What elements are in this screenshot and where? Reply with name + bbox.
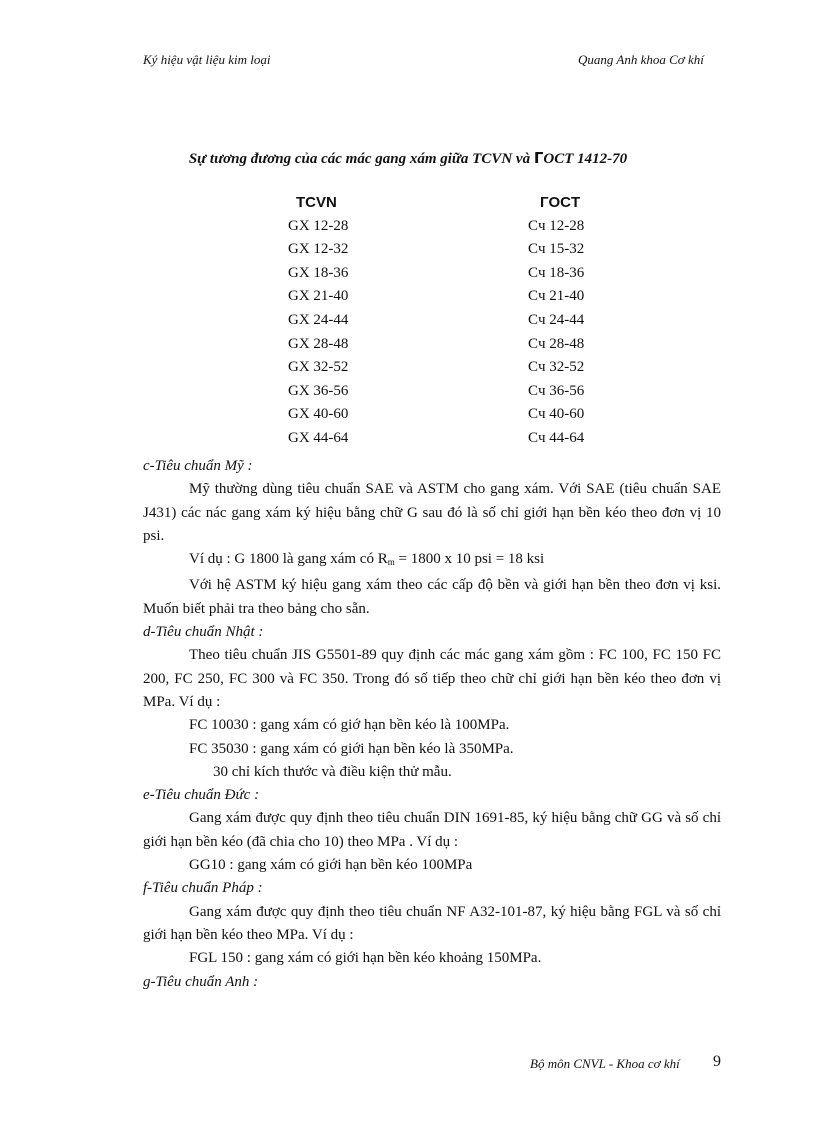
body-text [143,455,721,994]
example-line: GG10 : gang xám có giới hạn bền kéo 100MPa [189,857,473,874]
table-row [0,383,816,407]
gost-cell: Cч 18-36 [528,264,585,281]
gost-cell: Cч 15-32 [528,241,585,258]
column-header-gost: ГOCT [540,194,581,211]
paragraph: Theo tiêu chuẩn JIS G5501-89 quy định các mác gang xám gồm : FC 100, FC 150 FC 200, FC 250, FC 300 và FC 350. Trong đó số tiếp theo chữ chỉ giới hạn bền kéo theo đơn vị MPa. Ví dụ : [143,647,721,710]
gost-cell: Cч 12-28 [528,217,585,234]
gost-cell: Cч 32-52 [528,359,585,376]
page-number: 9 [713,1053,721,1070]
table-title-prefix: Sự tương đương của các mác gang xám giữa TCVN và [188,151,534,167]
running-header-left: Ký hiệu vật liệu kim loại [143,52,271,67]
tcvn-cell: GX 18-36 [288,264,349,281]
section-heading-usa: c-Tiêu chuẩn Mỹ : [143,458,253,474]
table-row [0,265,816,289]
section-heading-france: f-Tiêu chuẩn Pháp : [143,880,263,897]
running-header-right: Quang Anh khoa Cơ khí [578,52,704,67]
table-row [0,241,816,265]
column-header-tcvn: TCVN [296,194,337,211]
paragraph: Gang xám được quy định theo tiêu chuẩn NF A32-101-87, ký hiệu bằng FGL và số chỉ giới hạn bền kéo theo MPa. Ví dụ : [143,903,721,943]
table-row [0,218,816,242]
equivalence-table [0,194,816,454]
tcvn-cell: GX 32-52 [288,359,349,376]
tcvn-cell: GX 28-48 [288,335,349,352]
table-row [0,288,816,312]
gost-cell: Cч 28-48 [528,335,585,352]
tcvn-cell: GX 12-32 [288,241,349,258]
table-row [0,406,816,430]
example-line: FGL 150 : gang xám có giới hạn bền kéo khoảng 150MPa. [189,950,542,967]
tcvn-cell: GX 21-40 [288,288,349,305]
example-text: Ví dụ : G 1800 là gang xám có R [189,551,388,568]
table-row [0,336,816,360]
section-heading-uk: g-Tiêu chuẩn Anh : [143,973,259,990]
tcvn-cell: GX 12-28 [288,217,349,234]
gost-cell: Cч 44-64 [528,429,585,446]
tcvn-cell: GX 40-60 [288,406,349,423]
gost-cell: Cч 36-56 [528,382,585,399]
subscript: m [387,557,395,568]
table-title [0,149,816,168]
example-text: = 1800 x 10 psi = 18 ksi [394,551,545,568]
tcvn-cell: GX 36-56 [288,382,349,399]
example-line: FC 35030 : gang xám có giới hạn bền kéo là 350MPa. [189,740,514,757]
tcvn-cell: GX 44-64 [288,429,349,446]
section-heading-germany: e-Tiêu chuẩn Đức : [143,787,260,804]
footer-text: Bộ môn CNVL - Khoa cơ khí [530,1056,680,1071]
tcvn-cell: GX 24-44 [288,311,349,328]
table-row [0,312,816,336]
example-note: 30 chỉ kích thước và điều kiện thử mẫu. [213,763,452,780]
gost-cell: Cч 24-44 [528,311,585,328]
gost-cell: Cч 40-60 [528,406,585,423]
table-row [0,430,816,454]
table-title-gost-letter: Г [533,149,544,167]
paragraph: Mỹ thường dùng tiêu chuẩn SAE và ASTM cho gang xám. Với SAE (tiêu chuẩn SAE J431) các nác gang xám ký hiệu bằng chữ G sau đó là số chỉ giới hạn bền kéo theo đơn vị 10 psi. [143,481,721,544]
table-row [0,359,816,383]
table-header-row [0,194,816,218]
table-title-suffix: OCT 1412-70 [543,151,628,167]
gost-cell: Cч 21-40 [528,288,585,305]
example-line [143,548,721,574]
paragraph: Gang xám được quy định theo tiêu chuẩn DIN 1691-85, ký hiệu bằng chữ GG và số chỉ giới hạn bền kéo (đã chia cho 10) theo MPa . Ví dụ : [143,810,721,850]
paragraph: Với hệ ASTM ký hiệu gang xám theo các cấp độ bền và giới hạn bền theo đơn vị ksi. Muốn biết phải tra theo bảng cho sẵn. [143,577,721,617]
section-heading-japan: d-Tiêu chuẩn Nhật : [143,624,264,641]
example-line: FC 10030 : gang xám có giớ hạn bền kéo là 100MPa. [189,717,510,734]
